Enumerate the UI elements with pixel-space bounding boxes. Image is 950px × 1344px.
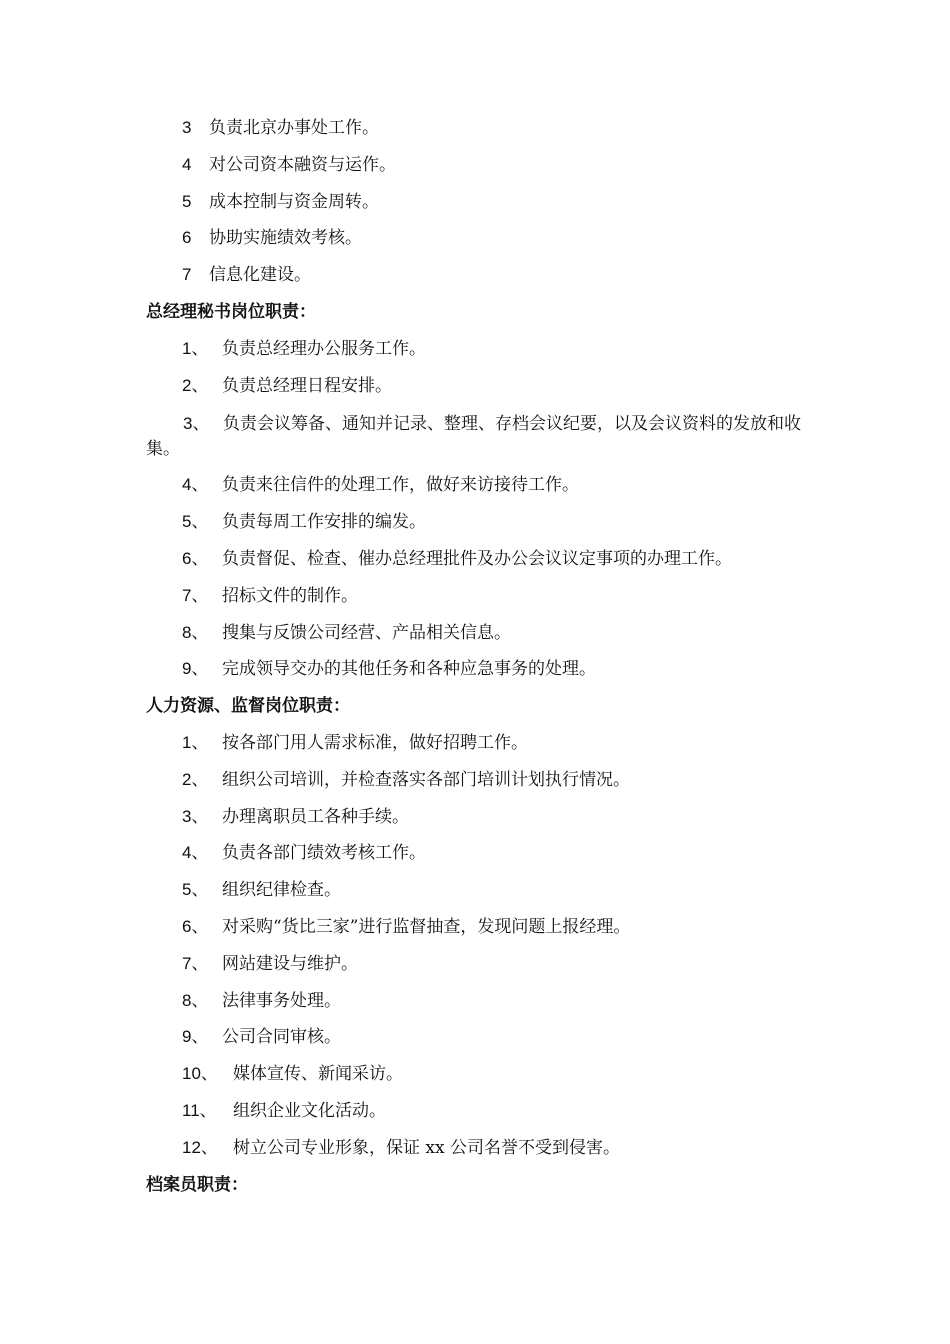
section-heading: 人力资源、监督岗位职责： [146, 696, 350, 716]
item-number: 3、 [183, 414, 210, 433]
item-text: 招标文件的制作。 [222, 586, 358, 606]
list-item [182, 117, 379, 139]
item-number: 6、 [182, 917, 209, 936]
item-text: 负责总经理日程安排。 [222, 376, 392, 396]
item-number: 8、 [182, 623, 209, 642]
item-text: 负责各部门绩效考核工作。 [222, 843, 426, 863]
item-text: 负责总经理办公服务工作。 [222, 339, 426, 359]
list-item [182, 511, 426, 533]
item-text: 负责督促、检查、催办总经理批件及办公会议议定事项的办理工作。 [222, 549, 732, 569]
list-item [182, 474, 579, 496]
item-number: 5、 [182, 880, 209, 899]
item-text: 按各部门用人需求标准，做好招聘工作。 [222, 733, 528, 753]
list-item [182, 916, 630, 938]
item-number: 5、 [182, 512, 209, 531]
item-number: 9、 [182, 1027, 209, 1046]
item-number: 2、 [182, 376, 209, 395]
list-item [182, 1026, 341, 1048]
item-text: 公司合同审核。 [222, 1027, 341, 1047]
item-number: 2、 [182, 770, 209, 789]
item-text: 对公司资本融资与运作。 [209, 155, 396, 175]
list-item [182, 990, 341, 1012]
item-number: 3 [182, 118, 192, 137]
item-text: 搜集与反馈公司经营、产品相关信息。 [222, 623, 511, 643]
list-item [182, 622, 511, 644]
item-text: 协助实施绩效考核。 [209, 228, 362, 248]
list-item [146, 411, 810, 462]
list-item [182, 732, 528, 754]
item-text: 办理离职员工各种手续。 [222, 807, 409, 827]
list-item [182, 1137, 620, 1159]
list-item [182, 548, 732, 570]
item-text: 完成领导交办的其他任务和各种应急事务的处理。 [222, 659, 596, 679]
list-item [182, 806, 409, 828]
item-text: 成本控制与资金周转。 [209, 192, 379, 212]
item-number: 8、 [182, 991, 209, 1010]
list-item [182, 658, 596, 680]
list-item [182, 879, 341, 901]
item-number: 12、 [182, 1138, 218, 1157]
item-number: 4、 [182, 843, 209, 862]
item-text: 负责来往信件的处理工作，做好来访接待工作。 [222, 475, 579, 495]
item-number: 3、 [182, 807, 209, 826]
item-number: 7 [182, 265, 192, 284]
item-number: 5 [182, 192, 192, 211]
item-number: 4、 [182, 475, 209, 494]
list-item [182, 338, 426, 360]
list-item [182, 769, 630, 791]
list-item [182, 154, 396, 176]
list-item [182, 264, 311, 286]
item-number: 6 [182, 228, 192, 247]
item-text: 组织公司培训，并检查落实各部门培训计划执行情况。 [222, 770, 630, 790]
item-number: 10、 [182, 1064, 218, 1083]
item-number: 9、 [182, 659, 209, 678]
item-number: 7、 [182, 954, 209, 973]
list-item [182, 1063, 403, 1085]
item-text: 组织企业文化活动。 [233, 1101, 386, 1121]
list-item [182, 842, 426, 864]
item-number: 1、 [182, 733, 209, 752]
list-item [182, 191, 379, 213]
section-heading: 档案员职责： [146, 1175, 248, 1195]
item-text: 对采购“货比三家”进行监督抽查，发现问题上报经理。 [222, 917, 631, 937]
item-text: 负责每周工作安排的编发。 [222, 512, 426, 532]
list-item [182, 953, 358, 975]
section-heading: 总经理秘书岗位职责： [146, 302, 316, 322]
list-item [182, 375, 392, 397]
item-number: 11、 [182, 1101, 217, 1120]
item-text: 信息化建设。 [209, 265, 311, 285]
item-number: 6、 [182, 549, 209, 568]
item-text: 组织纪律检查。 [222, 880, 341, 900]
item-text: 网站建设与维护。 [222, 954, 358, 974]
list-item [182, 585, 358, 607]
item-text: 负责北京办事处工作。 [209, 118, 379, 138]
item-text: 法律事务处理。 [222, 991, 341, 1011]
item-text: 负责会议筹备、通知并记录、整理、存档会议纪要，以及会议资料的发放和收集。 [146, 414, 801, 459]
item-text: 树立公司专业形象，保证 xx 公司名誉不受到侵害。 [233, 1138, 620, 1158]
item-number: 7、 [182, 586, 209, 605]
item-number: 4 [182, 155, 192, 174]
item-number: 1、 [182, 339, 209, 358]
item-text: 媒体宣传、新闻采访。 [233, 1064, 403, 1084]
list-item [182, 227, 362, 249]
list-item [182, 1100, 386, 1122]
